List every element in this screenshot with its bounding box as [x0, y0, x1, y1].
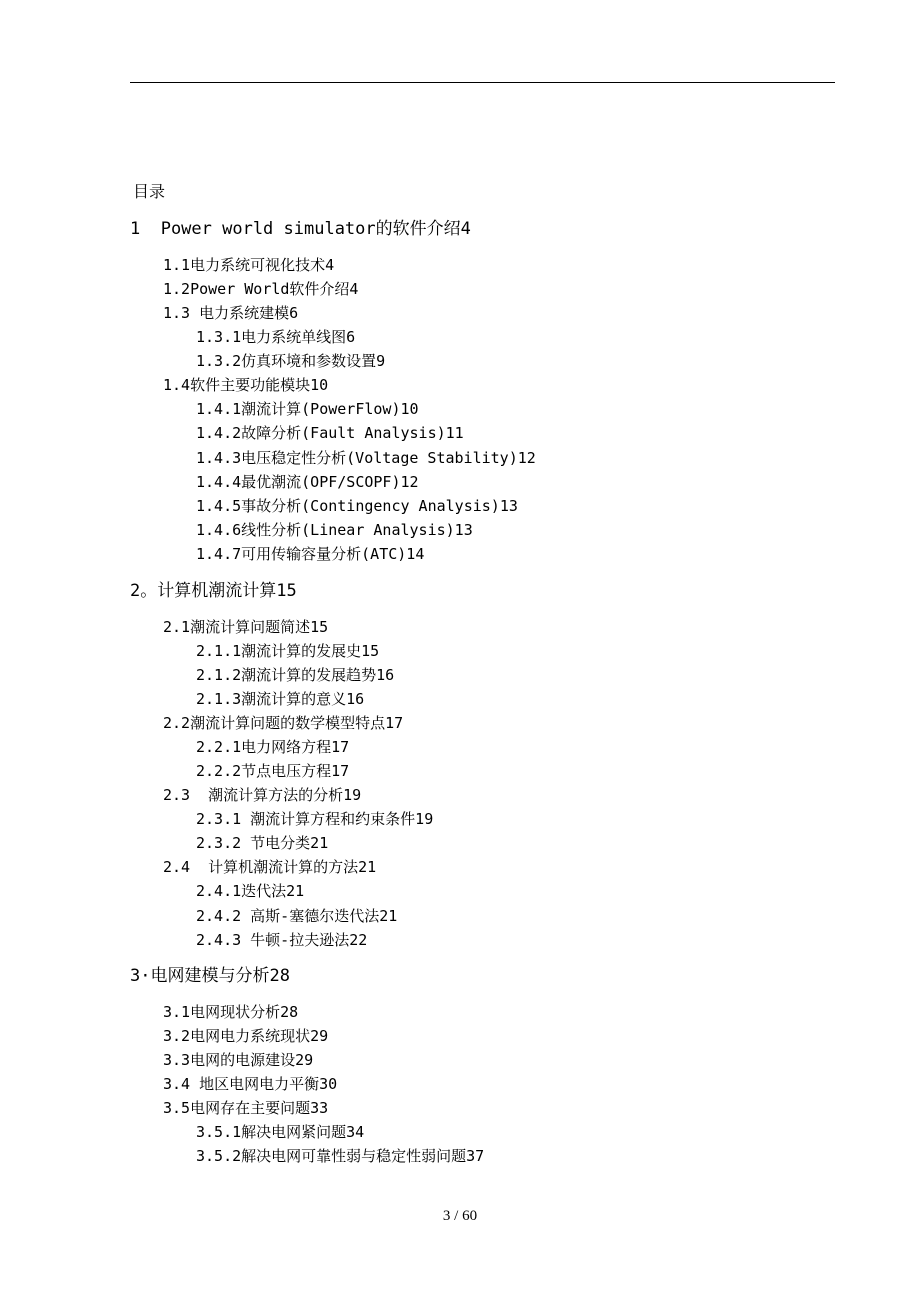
toc-entry-2-1[interactable]: 2.1潮流计算问题简述15	[163, 618, 329, 636]
toc-entry-2-1-3[interactable]: 2.1.3潮流计算的意义16	[196, 690, 365, 708]
toc-entry-1-2[interactable]: 1.2Power World软件介绍4	[163, 280, 359, 298]
toc-entry-2-2-1[interactable]: 2.2.1电力网络方程17	[196, 738, 350, 756]
toc-entry-3-4[interactable]: 3.4 地区电网电力平衡30	[163, 1075, 338, 1093]
toc-entry-1-4-5[interactable]: 1.4.5事故分析(Contingency Analysis)13	[196, 497, 518, 515]
toc-entry-2-3-2[interactable]: 2.3.2 节电分类21	[196, 834, 329, 852]
toc-entry-2-4-1[interactable]: 2.4.1迭代法21	[196, 882, 305, 900]
toc-title: 目录	[133, 182, 166, 201]
toc-entry-2-3[interactable]: 2.3 潮流计算方法的分析19	[163, 786, 362, 804]
toc-entry-1-4-2[interactable]: 1.4.2故障分析(Fault Analysis)11	[196, 424, 464, 442]
toc-entry-1-4-3[interactable]: 1.4.3电压稳定性分析(Voltage Stability)12	[196, 449, 536, 467]
page-number: 3 / 60	[442, 1208, 478, 1224]
toc-entry-2-4[interactable]: 2.4 计算机潮流计算的方法21	[163, 858, 377, 876]
toc-entry-2-1-2[interactable]: 2.1.2潮流计算的发展趋势16	[196, 666, 395, 684]
toc-entry-3-1[interactable]: 3.1电网现状分析28	[163, 1003, 299, 1021]
header-rule	[130, 82, 835, 83]
toc-entry-2-3-1[interactable]: 2.3.1 潮流计算方程和约束条件19	[196, 810, 434, 828]
toc-entry-1-4-7[interactable]: 1.4.7可用传输容量分析(ATC)14	[196, 545, 425, 563]
toc-entry-1-4[interactable]: 1.4软件主要功能模块10	[163, 376, 329, 394]
toc-entry-2-1-1[interactable]: 2.1.1潮流计算的发展史15	[196, 642, 380, 660]
toc-entry-1-4-6[interactable]: 1.4.6线性分析(Linear Analysis)13	[196, 521, 473, 539]
toc-entry-3-5-1[interactable]: 3.5.1解决电网紧问题34	[196, 1123, 365, 1141]
toc-entry-2[interactable]: 2。计算机潮流计算15	[130, 581, 297, 601]
toc-entry-1-4-4[interactable]: 1.4.4最优潮流(OPF/SCOPF)12	[196, 473, 419, 491]
toc-entry-2-2-2[interactable]: 2.2.2节点电压方程17	[196, 762, 350, 780]
toc-entry-1-3[interactable]: 1.3 电力系统建模6	[163, 304, 299, 322]
toc-entry-3-5-2[interactable]: 3.5.2解决电网可靠性弱与稳定性弱问题37	[196, 1147, 485, 1165]
toc-entry-1[interactable]: 1 Power world simulator的软件介绍4	[130, 219, 471, 239]
toc-entry-1-4-1[interactable]: 1.4.1潮流计算(PowerFlow)10	[196, 400, 419, 418]
toc-entry-3[interactable]: 3·电网建模与分析28	[130, 966, 290, 986]
toc-entry-2-4-3[interactable]: 2.4.3 牛顿-拉夫逊法22	[196, 931, 368, 949]
toc-entry-1-3-2[interactable]: 1.3.2仿真环境和参数设置9	[196, 352, 386, 370]
toc-entry-3-3[interactable]: 3.3电网的电源建设29	[163, 1051, 314, 1069]
toc-entry-1-3-1[interactable]: 1.3.1电力系统单线图6	[196, 328, 356, 346]
toc-entry-2-2[interactable]: 2.2潮流计算问题的数学模型特点17	[163, 714, 404, 732]
toc-entry-3-2[interactable]: 3.2电网电力系统现状29	[163, 1027, 329, 1045]
toc-entry-3-5[interactable]: 3.5电网存在主要问题33	[163, 1099, 329, 1117]
toc-entry-2-4-2[interactable]: 2.4.2 高斯-塞德尔迭代法21	[196, 907, 398, 925]
toc-entry-1-1[interactable]: 1.1电力系统可视化技术4	[163, 256, 335, 274]
